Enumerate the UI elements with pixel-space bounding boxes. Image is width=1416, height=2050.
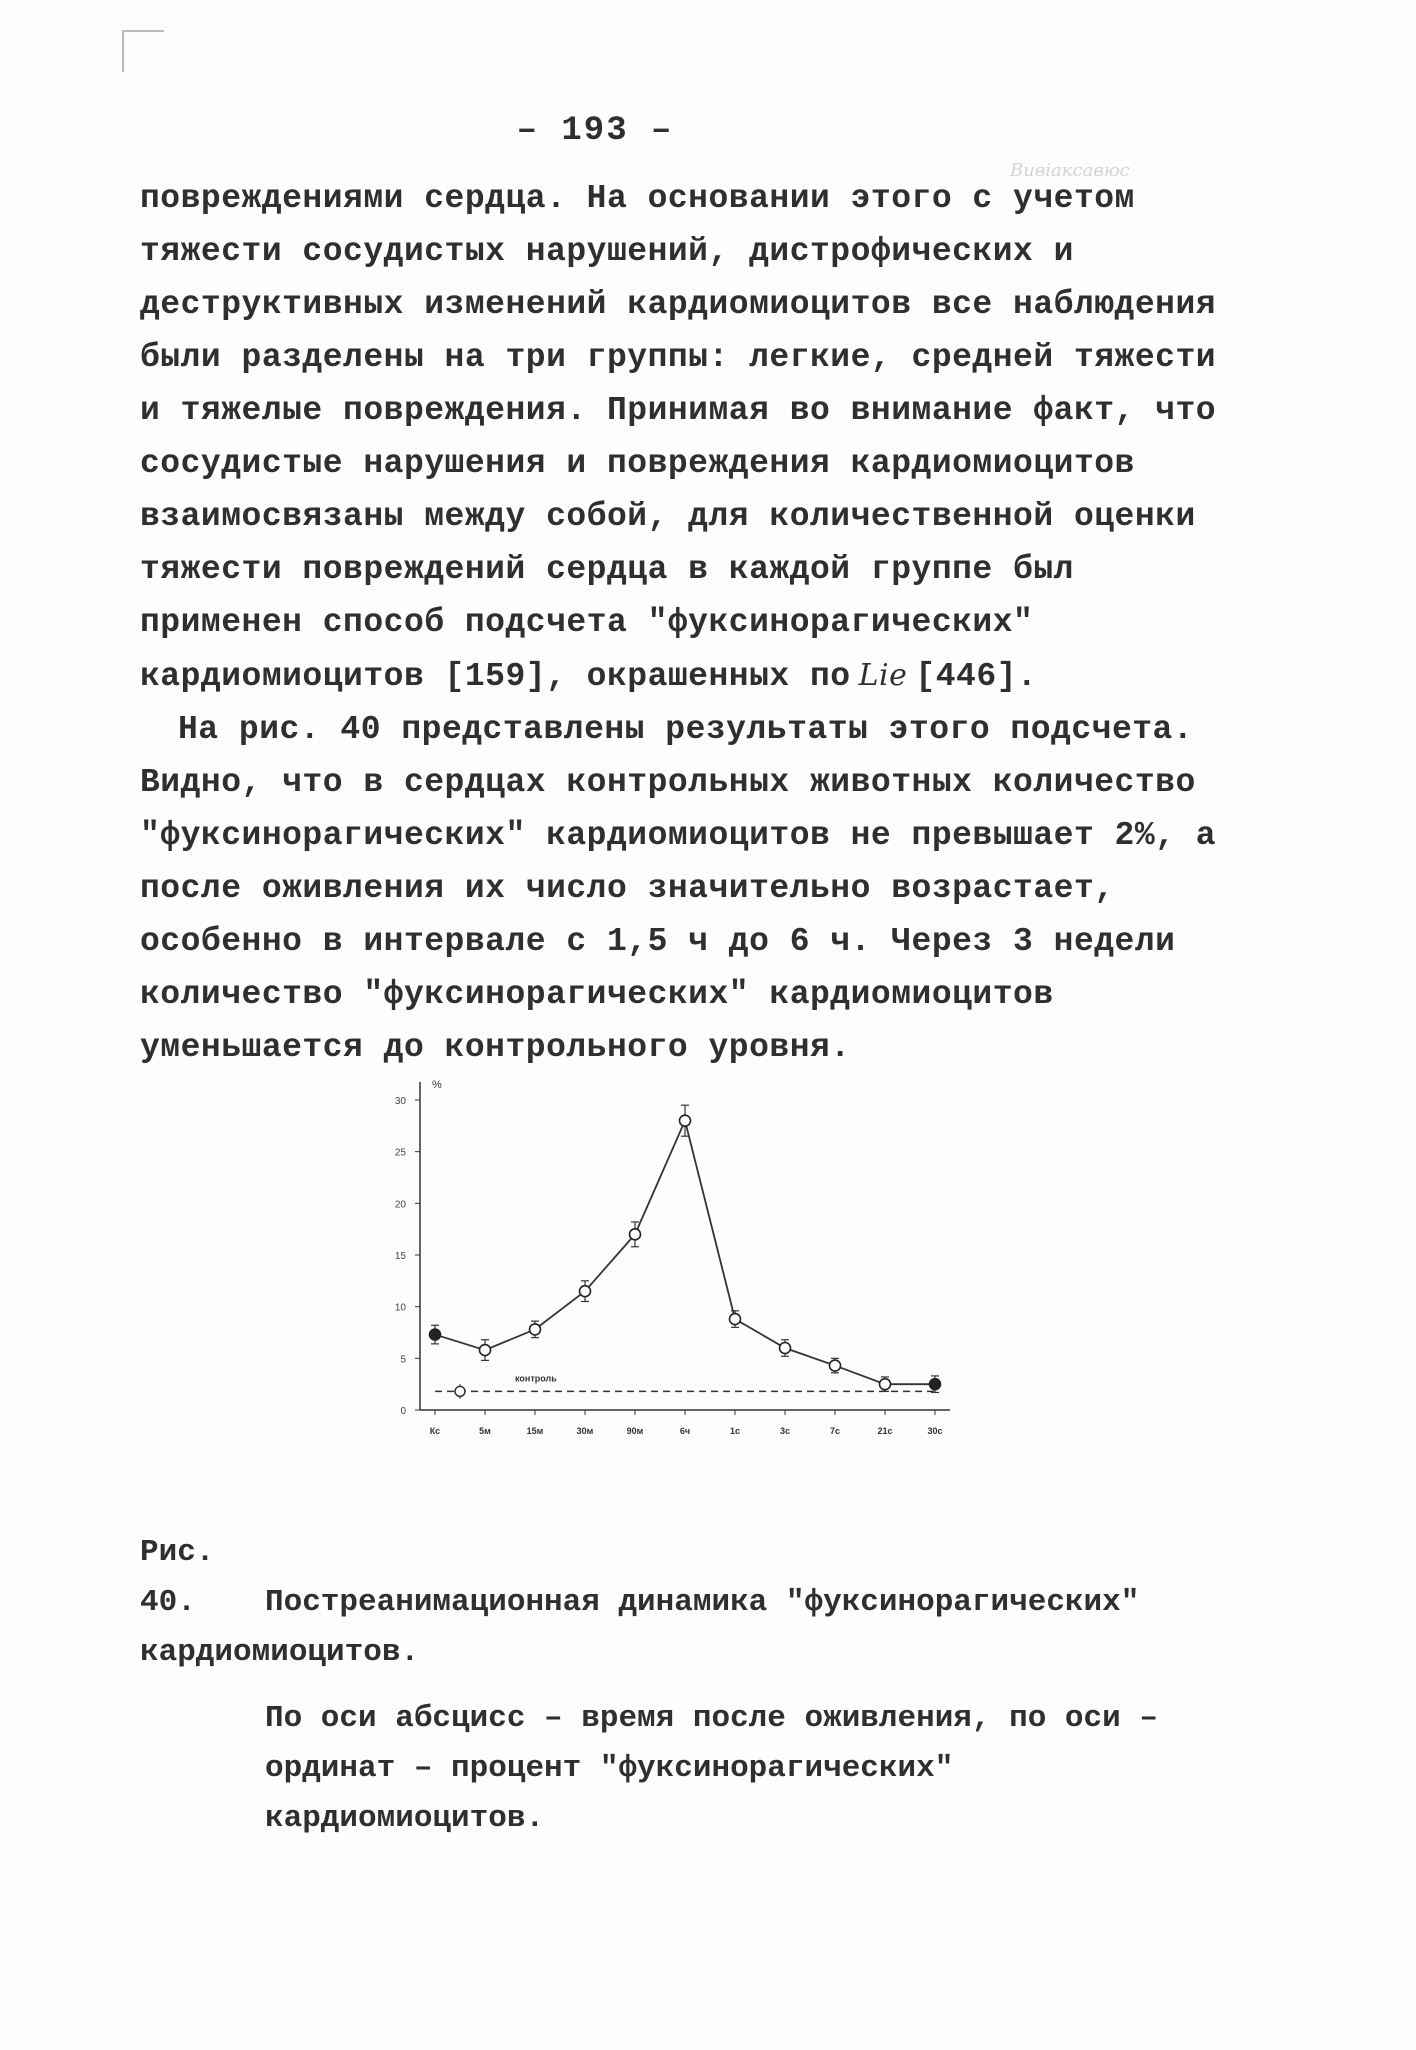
handwritten-lie: Lie [858,658,908,693]
x-tick-label-5: 6ч [679,1426,691,1436]
y-tick-label-5: 5 [400,1354,406,1366]
page-number: – 193 – [516,112,674,150]
data-point-9 [880,1379,891,1390]
x-tick-label-1: 5м [479,1426,491,1436]
x-tick-label-3: 30м [576,1426,594,1436]
figure-caption [140,1528,1240,1844]
x-tick-label-0: Кс [429,1426,441,1436]
y-tick-label-20: 20 [394,1199,406,1211]
data-point-10 [930,1379,941,1390]
data-point-0 [430,1329,441,1340]
x-tick-label-10: 30с [927,1426,943,1436]
y-tick-label-0: 0 [400,1406,406,1417]
faint-handwritten-note: Вивіаксавюс [1010,160,1130,181]
figure-title: Постреанимационная динамика "фуксинорагических" кардиомиоцитов. [140,1585,1140,1670]
paragraph-2: На рис. 40 представлены результаты этого подсчета. Видно, что в сердцах контрольных животных количество "фуксинорагических" кардиомиоцитов не превышает 2%, а после оживления их число значительно возрастает, особенно в интервале с 1,5 ч до 6 ч. Через 3 недели количество "фуксинорагических" кардиомиоцитов уменьшается до контрольного уровня. [140,711,1217,1066]
paragraph-1 [140,172,1250,703]
control-label: контроль [515,1373,557,1384]
y-tick-label-10: 10 [394,1302,406,1314]
x-tick-label-7: 3с [779,1426,791,1436]
control-point [455,1386,465,1396]
scan-corner-mark [122,30,164,72]
y-axis-label: % [432,1079,442,1091]
x-tick-label-8: 7с [829,1426,841,1436]
figure-40-chart [370,1080,970,1460]
reference-446: [446]. [915,658,1038,695]
series-line [435,1121,935,1385]
y-tick-label-15: 15 [394,1251,406,1262]
x-tick-label-4: 90м [626,1426,644,1436]
y-tick-label-25: 25 [394,1147,406,1159]
paragraph-1-text: повреждениями сердца. На основании этого с учетом тяжести сосудистых нарушений, дистрофических и деструктивных изменений кардиомиоцитов все наблюдения были разделены на три группы: легкие, средней тяжести и тяжелые повреждения. Принимая во внимание факт, что сосудистые нарушения и повреждения кардиомиоцитов взаимосвязаны между собой, для количественной оценки тяжести повреждений сердца в каждой группе был применен способ подсчета "фуксинорагических" кардиомиоцитов [159], окрашенных по [140,180,1217,695]
x-tick-label-2: 15м [526,1426,544,1436]
data-point-5 [680,1115,691,1126]
y-tick-label-30: 30 [394,1096,406,1107]
data-point-6 [730,1314,741,1325]
x-tick-label-6: 1с [729,1426,741,1436]
chart-svg [370,1080,970,1460]
data-point-1 [480,1345,491,1356]
body-text [140,172,1250,1074]
data-point-8 [830,1360,841,1371]
data-point-2 [530,1324,541,1335]
x-tick-label-9: 21с [877,1426,893,1436]
data-point-4 [630,1229,641,1240]
figure-axis-note: По оси абсцисс – время после оживления, по оси – ординат – процент "фуксинорагических" кардиомиоцитов. [265,1701,1158,1836]
data-point-7 [780,1343,791,1354]
data-point-3 [580,1286,591,1297]
figure-number: Рис. 40. [140,1535,215,1620]
